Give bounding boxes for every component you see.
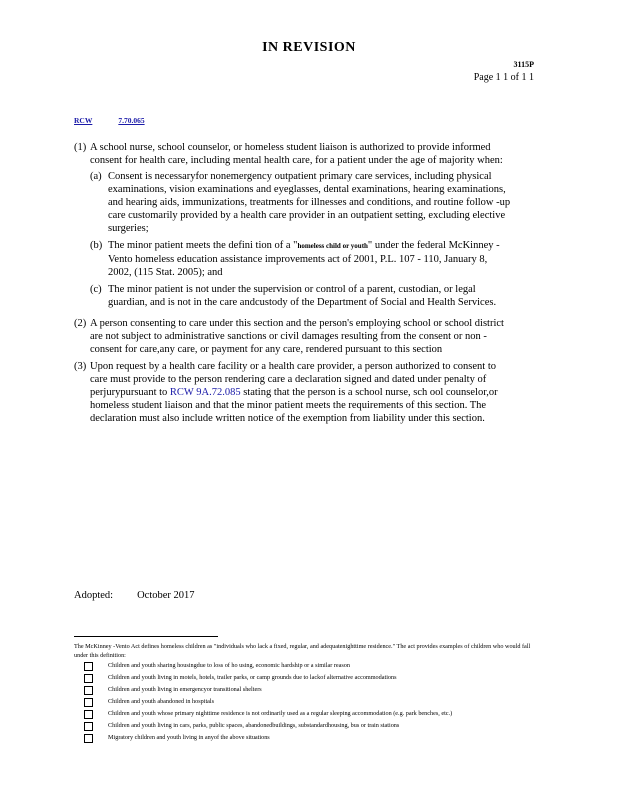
section-2 bbox=[74, 317, 512, 356]
adoption-line bbox=[74, 590, 195, 601]
rcw-link[interactable]: RCW 9A.72.085 bbox=[169, 387, 241, 398]
subsection-a bbox=[90, 170, 512, 235]
checkbox-icon bbox=[84, 722, 93, 731]
section-text: A person consenting to care under this section and the person's employing school or school district are not subject to administrative sanctions or civil damages resulting from the consent or non -consent for care,any care, or payment for any care, rendered pursuant to this section bbox=[90, 318, 504, 355]
list-item: Children and youth abandoned in hospitals bbox=[74, 698, 544, 707]
policy-body bbox=[74, 141, 512, 429]
section-3 bbox=[74, 360, 512, 425]
section-1 bbox=[74, 141, 512, 313]
subsection-number: (c) bbox=[90, 284, 102, 295]
list-item: Children and youth sharing housingdue to loss of ho using, economic hardship or a similar reason bbox=[74, 662, 544, 671]
checkbox-icon bbox=[84, 734, 93, 743]
rcw-number: 7.70.065 bbox=[118, 116, 145, 125]
subsection-text: The minor patient meets the defini tion of a "homeless child or youth" under the federal McKinney -Vento homeless education assistance improvements act of 2001, P.L. 107 - 110, January 8, 2002, (115 Stat. 2005); and bbox=[108, 240, 500, 278]
section-text: Upon request by a health care facility or a health care provider, a person authorized to consent to care must provide to the person rendering care a declaration signed and dated under penalty of perjurypursuant to RCW 9A.72.085 stating that the person is a school nurse, sch ool counselor,or homeless student liaison and that the minor patient meets the requirements of this section. The declaration must also include written notice of the exemption from liability under this section. bbox=[90, 361, 498, 424]
checkbox-icon bbox=[84, 686, 93, 695]
subsection-c bbox=[90, 283, 512, 309]
footnote bbox=[74, 643, 544, 746]
page-title: IN REVISION bbox=[262, 40, 356, 55]
subsection-number: (a) bbox=[90, 171, 102, 182]
adopted-label: Adopted: bbox=[74, 590, 114, 601]
subsection-b bbox=[90, 239, 512, 279]
list-item: Children and youth living in emergencyor transitional shelters bbox=[74, 686, 544, 695]
checkbox-icon bbox=[84, 674, 93, 683]
footnote-divider bbox=[74, 636, 218, 637]
subsection-text: The minor patient is not under the supervision or control of a parent, custodian, or legal guardian, and is not in the care andcustody of the Department of Social and Health Services. bbox=[108, 284, 497, 308]
checkbox-icon bbox=[84, 698, 93, 707]
list-item: Children and youth whose primary nighttime residence is not ordinarily used as a regular sleeping accommodation (e.g. park benches, etc.) bbox=[74, 710, 544, 719]
rcw-reference-link[interactable] bbox=[74, 116, 171, 125]
section-number: (2) bbox=[74, 318, 87, 329]
page-number: Page 1 1 of 1 1 bbox=[473, 72, 534, 83]
list-item: Children and youth living in cars, parks, public spaces, abandonedbuildings, substandardhousing, bus or train stations bbox=[74, 722, 544, 731]
defined-term: homeless child or youth bbox=[297, 242, 368, 250]
list-item: Migratory children and youth living in anyof the above situations bbox=[74, 734, 544, 743]
subsection-number: (b) bbox=[90, 240, 103, 251]
section-number: (3) bbox=[74, 361, 87, 372]
checkbox-icon bbox=[84, 662, 93, 671]
section-number: (1) bbox=[74, 142, 87, 153]
section-text: A school nurse, school counselor, or homeless student liaison is authorized to provide informed consent for health care, including mental health care, for a patient under the age of majority when: bbox=[90, 142, 503, 166]
footnote-intro: The McKinney -Vento Act defines homeless children as "individuals who lack a fixed, regular, and adequatenighttime residence." The act provides examples of children who would fall under this definition: bbox=[74, 643, 531, 659]
adopted-date: October 2017 bbox=[137, 590, 195, 601]
footnote-list bbox=[74, 662, 544, 743]
list-item: Children and youth living in motels, hotels, trailer parks, or camp grounds due to lackof alternative accommodations bbox=[74, 674, 544, 683]
rcw-prefix: RCW bbox=[74, 116, 93, 125]
checkbox-icon bbox=[84, 710, 93, 719]
policy-code: 3115P bbox=[513, 60, 534, 69]
subsection-text: Consent is necessaryfor nonemergency outpatient primary care services, including physical examinations, vision examinations and eyeglasses, dental examinations, hearing examinations, and hearing aids, immunizations, treatments for illnesses and conditions, and routine follow -up care customarily provided by a health care provider in an outpatient setting, excluding elective surgeries; bbox=[108, 171, 511, 234]
